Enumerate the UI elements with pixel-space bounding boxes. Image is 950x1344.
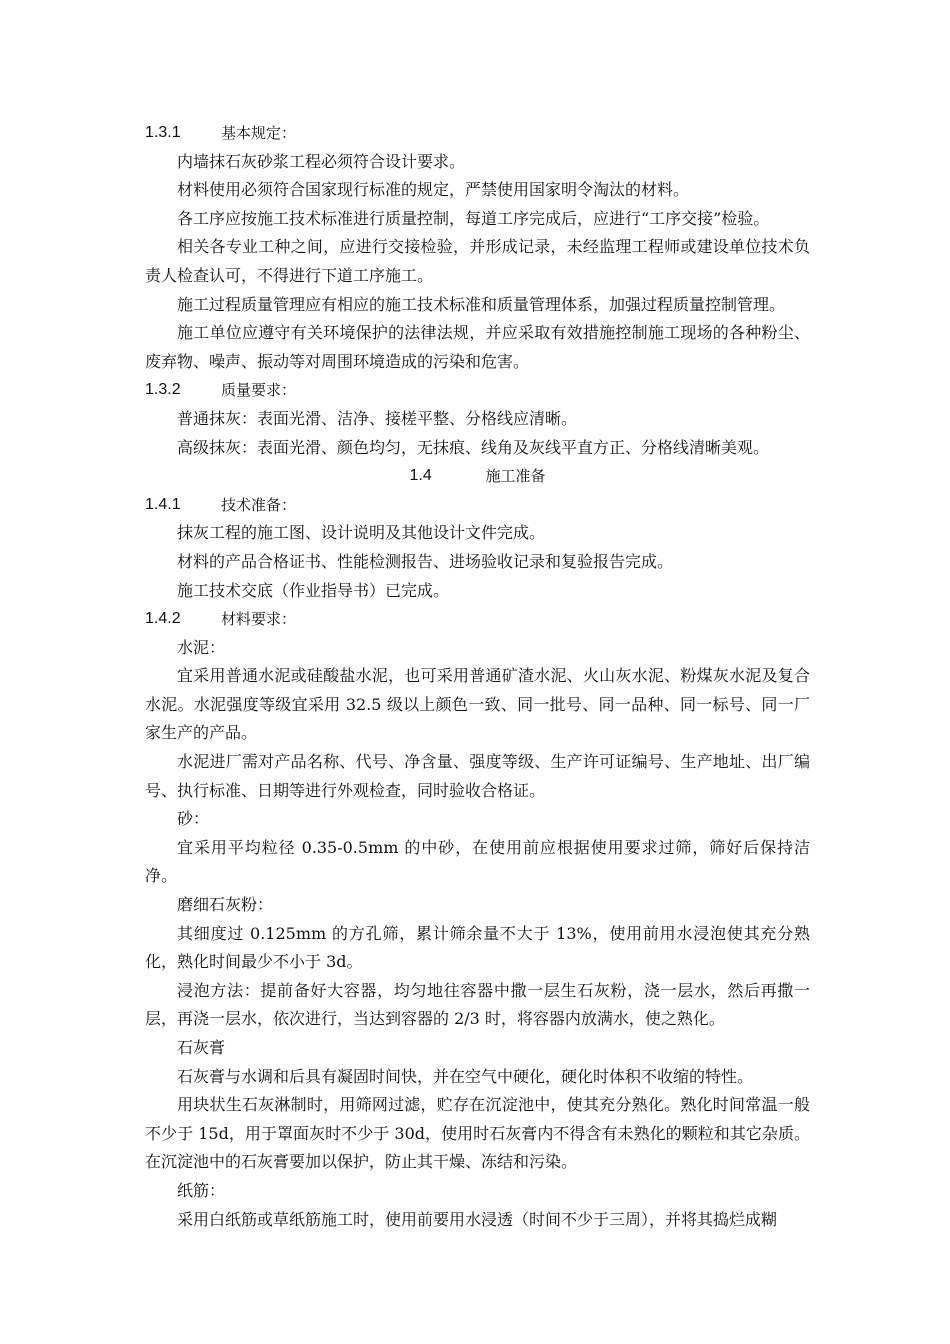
section-title: 施工准备 [485,467,546,486]
subheading: 石灰膏 [177,1038,226,1057]
paragraph: 用块状生石灰淋制时，用筛网过滤，贮存在沉淀池中，使其充分熟化。熟化时间常温一般不少于 15d，用于罩面灰时不少于 30d，使用时石灰膏内不得含有未熟化的颗粒和其它杂质。在沉淀池中的石灰膏要加以保护，防止其干燥、冻结和污染。 [145,1095,810,1172]
paragraph: 宜采用普通水泥或硅酸盐水泥，也可采用普通矿渣水泥、火山灰水泥、粉煤灰水泥及复合水泥。水泥强度等级宜采用 32.5 级以上颜色一致、同一批号、同一品种、同一标号、同一厂家生产的产品。 [145,666,810,743]
paragraph: 施工单位应遵守有关环境保护的法律法规，并应采取有效措施控制施工现场的各种粉尘、废弃物、噪声、振动等对周围环境造成的污染和危害。 [145,323,810,371]
subheading: 砂： [177,809,210,829]
paragraph: 石灰膏与水调和后具有凝固时间快，并在空气中硬化，硬化时体积不收缩的特性。 [177,1066,754,1086]
section-heading-1-3-1 [145,119,810,148]
subheading: 纸筋： [177,1180,226,1200]
section-number: 1.3.2 [145,381,181,399]
paragraph: 施工过程质量管理应有相应的施工技术标准和质量管理体系，加强过程质量控制管理。 [177,294,786,314]
section-heading-1-4-1 [145,491,810,520]
paragraph: 抹灰工程的施工图、设计说明及其他设计文件完成。 [177,523,546,543]
paragraph: 高级抹灰：表面光滑、颜色均匀，无抹痕、线角及灰线平直方正、分格线清晰美观。 [177,437,770,457]
document-body [145,119,810,1234]
paragraph: 普通抹灰：表面光滑、洁净、接槎平整、分格线应清晰。 [177,408,578,428]
section-title: 基本规定： [221,124,297,142]
paragraph: 材料的产品合格证书、性能检测报告、进场验收记录和复验报告完成。 [177,551,674,571]
section-number: 1.4.1 [145,495,181,513]
subheading: 水泥： [177,637,226,657]
paragraph: 宜采用平均粒径 0.35-0.5mm 的中砂，在使用前应根据使用要求过筛，筛好后保持洁净。 [145,837,810,886]
section-title: 质量要求： [221,381,297,400]
paragraph: 水泥进厂需对产品名称、代号、净含量、强度等级、生产许可证编号、生产地址、出厂编号、执行标准、日期等进行外观检查，同时验收合格证。 [145,752,810,800]
paragraph: 各工序应按施工技术标准进行质量控制，每道工序完成后，应进行“工序交接”检验。 [177,208,770,228]
section-heading-1-4-2 [145,605,810,634]
paragraph: 施工技术交底（作业指导书）已完成。 [177,580,450,600]
section-title: 技术准备： [221,495,297,514]
paragraph: 其细度过 0.125mm 的方孔筛，累计筛余量不大于 13%，使用前用水浸泡使其充分熟化，熟化时间最少不小于 3d。 [145,923,810,972]
section-heading-1-4 [145,462,810,491]
paragraph: 内墙抹石灰砂浆工程必须符合设计要求。 [177,151,466,171]
section-number: 1.4 [409,467,432,485]
section-heading-1-3-2 [145,376,810,405]
paragraph: 材料使用必须符合国家现行标准的规定，严禁使用国家明令淘汰的材料。 [177,180,690,200]
section-number: 1.4.2 [145,610,181,628]
section-number: 1.3.1 [145,124,181,141]
subheading: 磨细石灰粉： [177,895,274,915]
paragraph: 浸泡方法：提前备好大容器，均匀地往容器中撒一层生石灰粉，浇一层水，然后再撒一层，再浇一层水，依次进行，当达到容器的 2/3 时，将容器内放满水，使之熟化。 [145,980,810,1029]
section-title: 材料要求： [221,610,297,629]
paragraph: 采用白纸筋或草纸筋施工时，使用前要用水浸透（时间不少于三周），并将其捣烂成糊 [177,1209,778,1229]
paragraph: 相关各专业工种之间，应进行交接检验，并形成记录，未经监理工程师或建设单位技术负责人检查认可，不得进行下道工序施工。 [145,237,810,285]
